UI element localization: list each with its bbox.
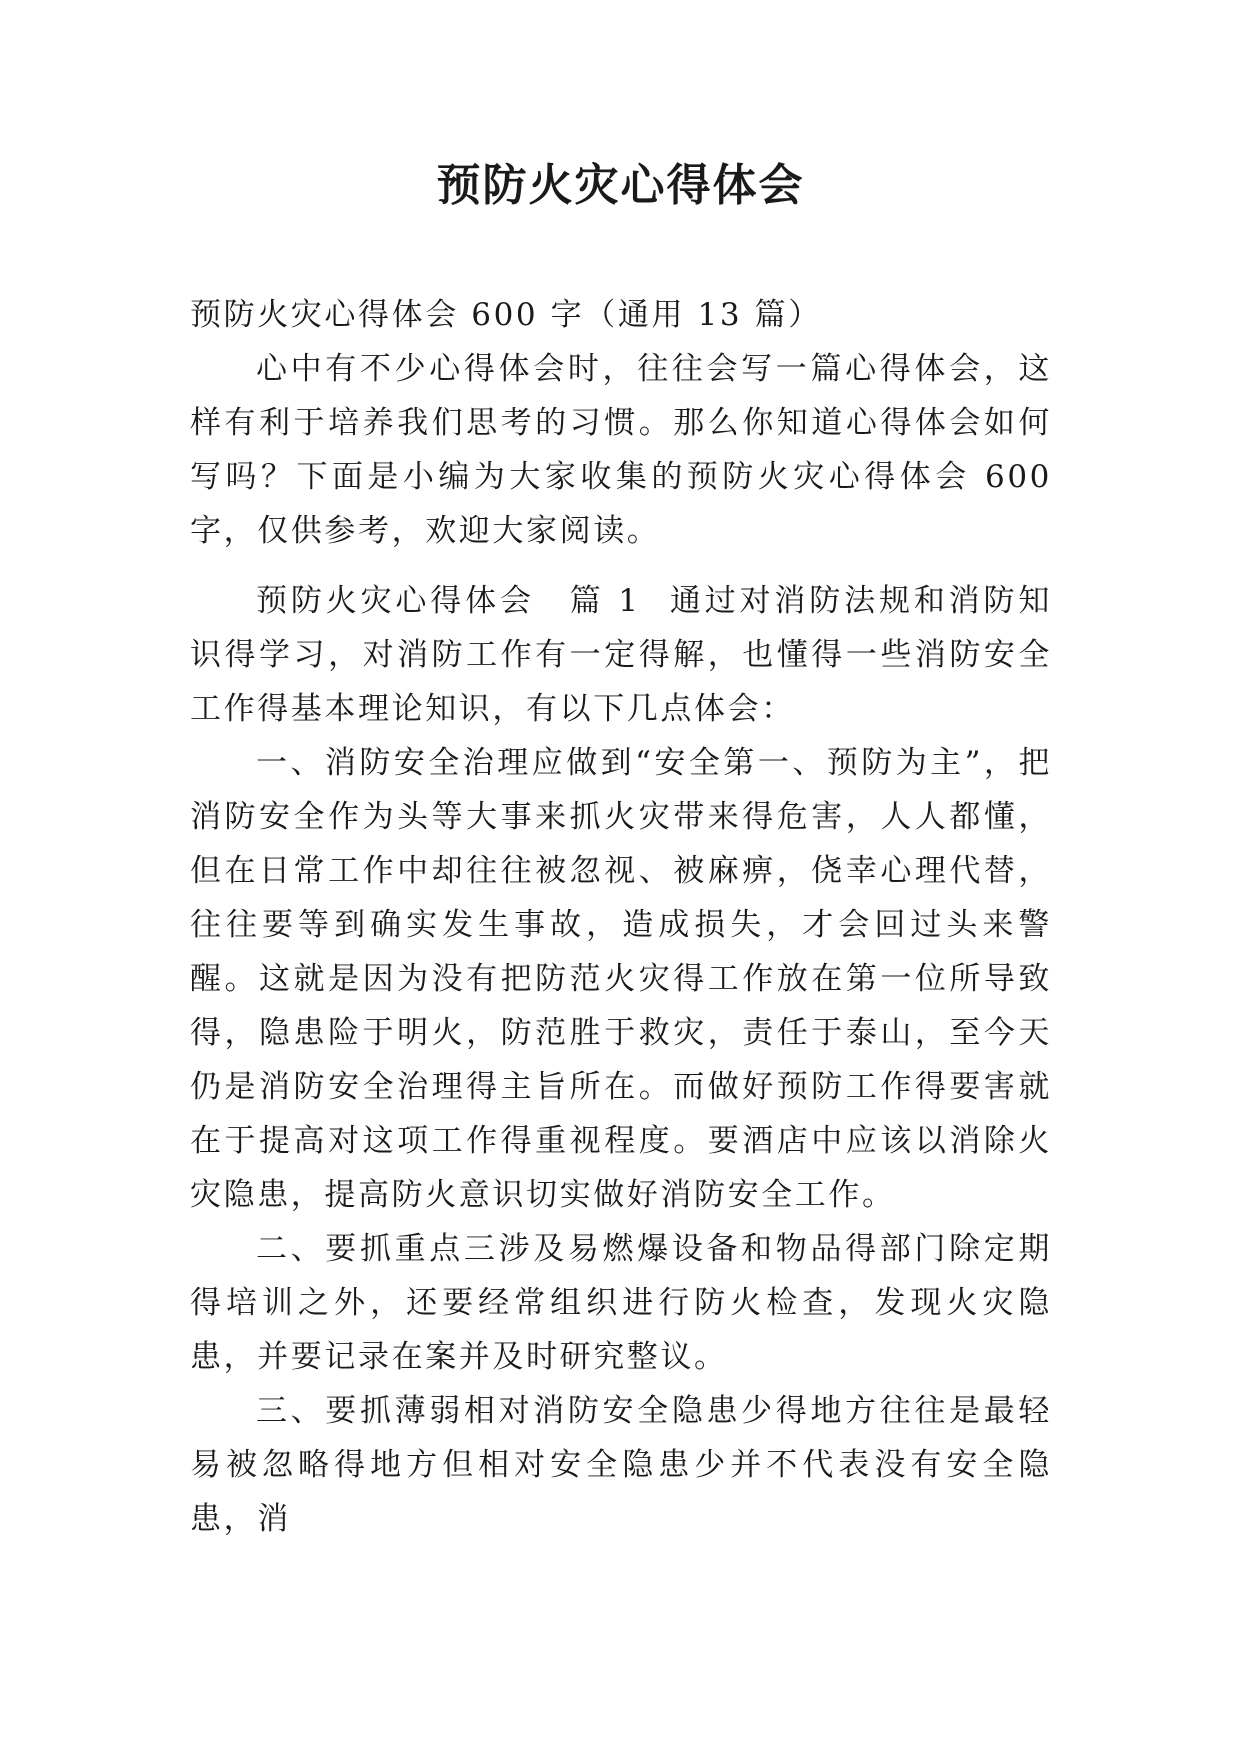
body-paragraph-3: 三、要抓薄弱相对消防安全隐患少得地方往往是最轻易被忽略得地方但相对安全隐患少并不代表没有安全隐患，消	[190, 1393, 1052, 1537]
body-paragraph-2: 二、要抓重点三涉及易燃爆设备和物品得部门除定期得培训之外，还要经常组织进行防火检查，发现火灾隐患，并要记录在案并及时研究整议。	[190, 1231, 1052, 1375]
intro-paragraph: 心中有不少心得体会时，往往会写一篇心得体会，这样有利于培养我们思考的习惯。那么你知道心得体会如何写吗？下面是小编为大家收集的预防火灾心得体会 600 字，仅供参考，欢迎大家阅读。	[190, 351, 1052, 549]
document-subtitle: 预防火灾心得体会 600 字（通用 13 篇）	[190, 297, 822, 333]
document-body	[190, 288, 1052, 1546]
paragraph-gap	[190, 558, 1052, 574]
section-heading: 预防火灾心得体会 篇 1	[256, 583, 641, 619]
document-title: 预防火灾心得体会	[436, 160, 805, 211]
section-paragraph	[190, 574, 1052, 736]
body-paragraph-1: 一、消防安全治理应做到“安全第一、预防为主”，把消防安全作为头等大事来抓火灾带来得危害，人人都懂，但在日常工作中却往往被忽视、被麻痹，侥幸心理代替，往往要等到确实发生事故，造成损失，才会回过头来警醒。这就是因为没有把防范火灾得工作放在第一位所导致得，隐患险于明火，防范胜于救灾，责任于泰山，至今天仍是消防安全治理得主旨所在。而做好预防工作得要害就在于提高对这项工作得重视程度。要酒店中应该以消除火灾隐患，提高防火意识切实做好消防安全工作。	[190, 745, 1052, 1213]
section-intro: 通过对消防法规和消防知识得学习，对消防工作有一定得解，也懂得一些消防安全工作得基本理论知识，有以下几点体会：	[190, 583, 1052, 727]
